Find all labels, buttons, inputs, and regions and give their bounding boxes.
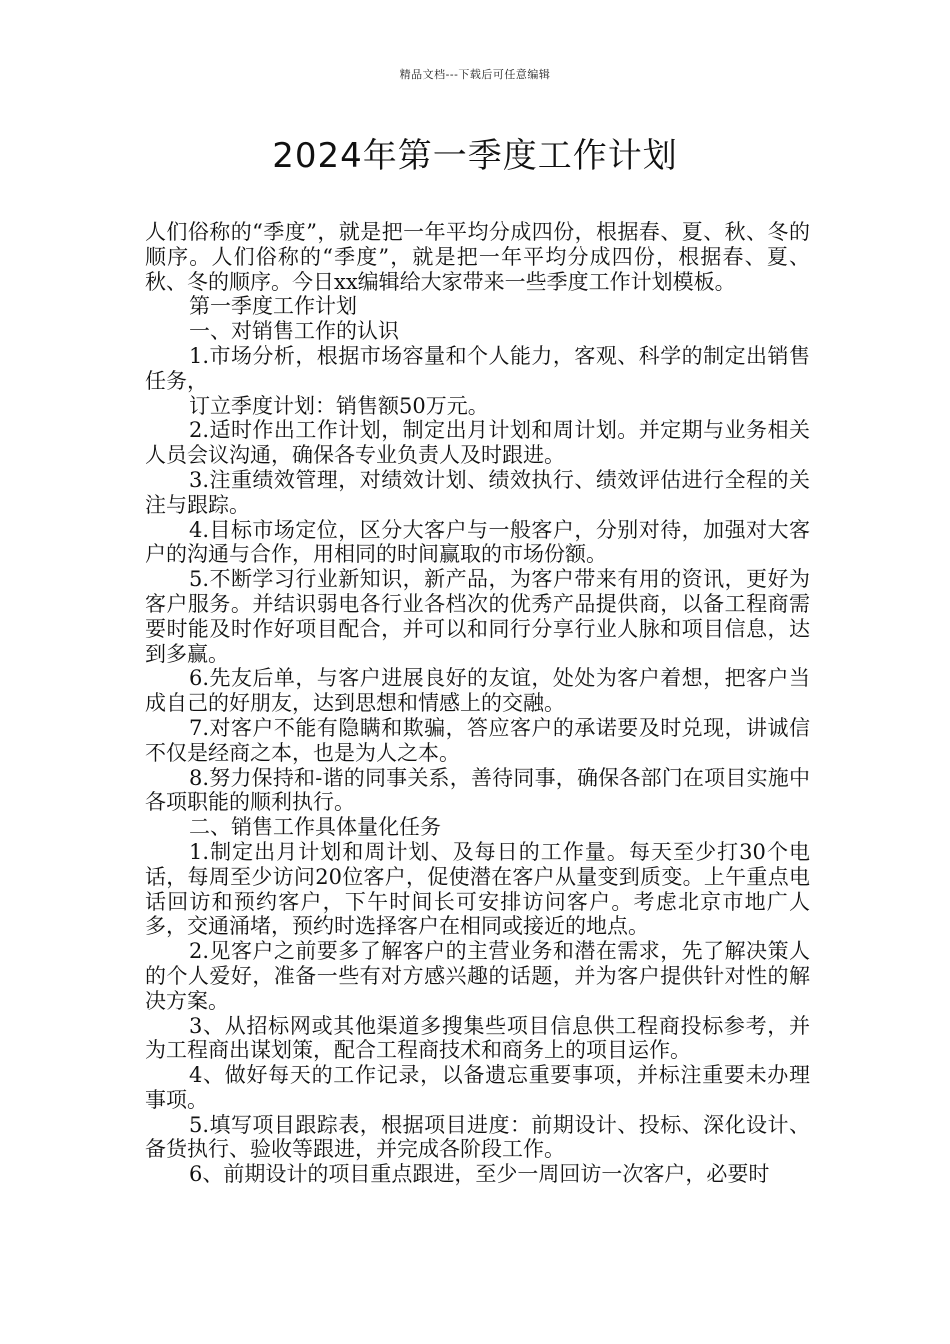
paragraph: 第一季度工作计划 <box>189 294 357 319</box>
list-item: 5.不断学习行业新知识，新产品，为客户带来有用的资讯，更好为客户服务。并结识弱电各行业各档次的优秀产品提供商，以备工程商需要时能及时作好项目配合，并可以和同行分享行业人脉和项目信息，达到多赢。 <box>145 567 810 666</box>
list-item: 6、前期设计的项目重点跟进，至少一周回访一次客户，必要时 <box>189 1162 770 1187</box>
list-item: 1.市场分析，根据市场容量和个人能力，客观、科学的制定出销售任务， <box>145 343 810 393</box>
list-item: 3、从招标网或其他渠道多搜集些项目信息供工程商投标参考，并为工程商出谋划策，配合工程商技术和商务上的项目运作。 <box>145 1013 810 1063</box>
paragraph: 订立季度计划：销售额50万元。 <box>189 393 489 418</box>
list-item: 7.对客户不能有隐瞒和欺骗，答应客户的承诺要及时兑现，讲诚信不仅是经商之本，也是为人之本。 <box>145 715 810 765</box>
paragraph: 人们俗称的“季度”，就是把一年平均分成四份，根据春、夏、秋、冬的顺序。人们俗称的“季度”，就是把一年平均分成四份，根据春、夏、秋、冬的顺序。今日xx编辑给大家带来一些季度工作计划模板。 <box>145 220 810 294</box>
list-item: 4、做好每天的工作记录，以备遗忘重要事项，并标注重要未办理事项。 <box>145 1063 810 1112</box>
list-item: 3.注重绩效管理，对绩效计划、绩效执行、绩效评估进行全程的关注与跟踪。 <box>145 467 810 517</box>
list-item: 8.努力保持和-谐的同事关系，善待同事，确保各部门在项目实施中各项职能的顺利执行。 <box>145 765 810 815</box>
list-item: 1.制定出月计划和周计划、及每日的工作量。每天至少打30个电话，每周至少访问20位客户，促使潜在客户从量变到质变。上午重点电话回访和预约客户，下午时间长可安排访问客户。考虑北京市地广人多，交通涌堵，预约时选择客户在相同或接近的地点。 <box>145 839 810 939</box>
header-note: 精品文档---下载后可任意编辑 <box>399 68 551 81</box>
document-title: 2024年第一季度工作计划 <box>272 136 678 176</box>
list-item: 5.填写项目跟踪表，根据项目进度：前期设计、投标、深化设计、备货执行、验收等跟进，并完成各阶段工作。 <box>145 1112 810 1162</box>
list-item: 2.见客户之前要多了解客户的主营业务和潜在需求，先了解决策人的个人爱好，准备一些有对方感兴趣的话题，并为客户提供针对性的解决方案。 <box>145 939 810 1013</box>
list-item: 4.目标市场定位，区分大客户与一般客户，分别对待，加强对大客户的沟通与合作，用相同的时间赢取的市场份额。 <box>145 517 810 567</box>
list-item: 6.先友后单，与客户进展良好的友谊，处处为客户着想，把客户当成自己的好朋友，达到思想和情感上的交融。 <box>145 666 810 716</box>
list-item: 2.适时作出工作计划，制定出月计划和周计划。并定期与业务相关人员会议沟通，确保各专业负责人及时跟进。 <box>145 418 810 468</box>
section-heading: 一、对销售工作的认识 <box>189 319 399 344</box>
document-body <box>145 220 810 1187</box>
section-heading: 二、销售工作具体量化任务 <box>189 815 441 840</box>
